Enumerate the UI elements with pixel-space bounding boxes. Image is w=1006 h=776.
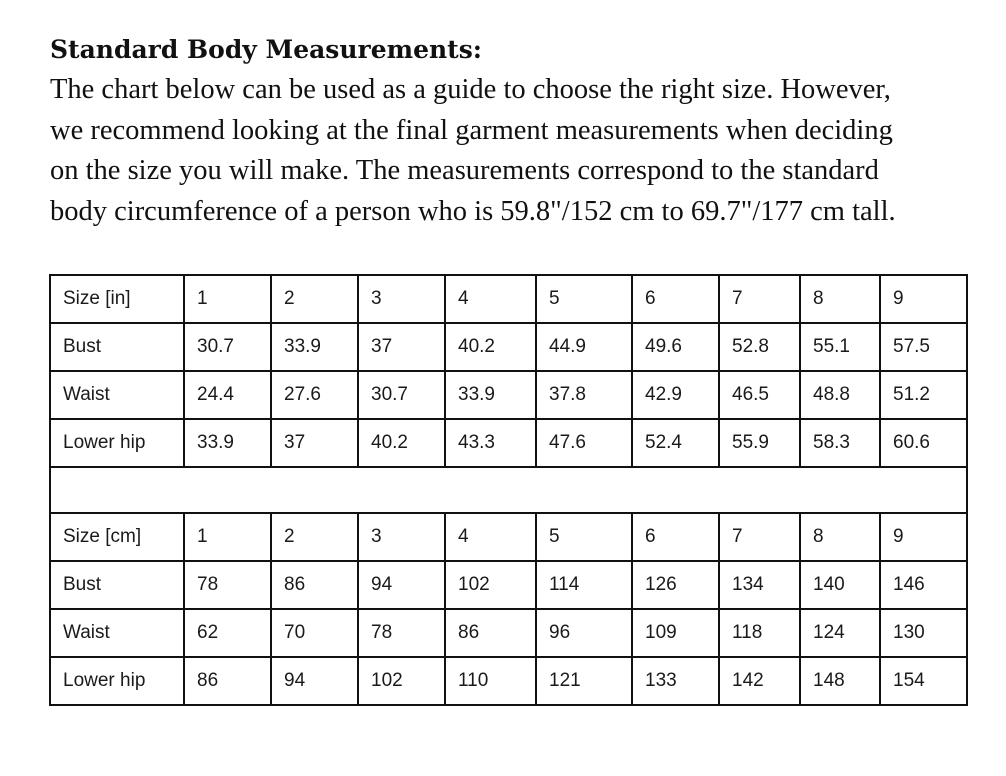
value-cell: 52.8 [719,323,800,371]
value-cell: 109 [632,609,719,657]
spacer-row [50,467,967,513]
value-cell: 133 [632,657,719,705]
value-cell: 30.7 [184,323,271,371]
value-cell: 121 [536,657,632,705]
value-cell: 30.7 [358,371,445,419]
intro-line: body circumference of a person who is 59.8"/152 cm to 69.7"/177 cm tall. [50,195,896,227]
inches-table-section [50,275,967,467]
value-cell: 78 [358,609,445,657]
intro-paragraph [50,70,970,232]
value-cell: 46.5 [719,371,800,419]
value-cell: 27.6 [271,371,358,419]
value-cell: 142 [719,657,800,705]
value-cell: 118 [719,609,800,657]
value-cell: 96 [536,609,632,657]
value-cell: 78 [184,561,271,609]
measurement-row [50,657,967,705]
value-cell: 102 [358,657,445,705]
value-cell: 33.9 [184,419,271,467]
value-cell: 51.2 [880,371,967,419]
value-cell: 37 [271,419,358,467]
measurement-row [50,561,967,609]
spacer-cell [50,467,967,513]
value-cell: 48.8 [800,371,880,419]
size-cell: 6 [632,513,719,561]
value-cell: 42.9 [632,371,719,419]
size-cell: 4 [445,275,536,323]
size-cell: 9 [880,513,967,561]
value-cell: 33.9 [271,323,358,371]
size-cell: 5 [536,513,632,561]
value-cell: 44.9 [536,323,632,371]
value-cell: 94 [358,561,445,609]
intro-line: The chart below can be used as a guide to choose the right size. However, [50,74,891,105]
value-cell: 124 [800,609,880,657]
value-cell: 40.2 [445,323,536,371]
cm-table-section [50,513,967,705]
value-cell: 140 [800,561,880,609]
value-cell: 57.5 [880,323,967,371]
value-cell: 60.6 [880,419,967,467]
value-cell: 37 [358,323,445,371]
value-cell: 55.1 [800,323,880,371]
table-spacer-section [50,467,967,513]
value-cell: 86 [184,657,271,705]
value-cell: 110 [445,657,536,705]
value-cell: 49.6 [632,323,719,371]
value-cell: 154 [880,657,967,705]
value-cell: 70 [271,609,358,657]
size-cell: 2 [271,275,358,323]
value-cell: 58.3 [800,419,880,467]
measurement-row [50,419,967,467]
size-header-row [50,275,967,323]
size-header-row [50,513,967,561]
value-cell: 37.8 [536,371,632,419]
size-cell: 3 [358,275,445,323]
size-cell: 1 [184,275,271,323]
page-title: Standard Body Measurements: [50,35,483,64]
value-cell: 43.3 [445,419,536,467]
value-cell: 33.9 [445,371,536,419]
value-cell: 52.4 [632,419,719,467]
size-cell: 7 [719,513,800,561]
value-cell: 86 [445,609,536,657]
measurement-row [50,323,967,371]
row-label-cell: Lower hip [50,419,184,467]
value-cell: 40.2 [358,419,445,467]
value-cell: 134 [719,561,800,609]
size-cell: 8 [800,513,880,561]
size-cell: 7 [719,275,800,323]
intro-line: we recommend looking at the final garment measurements when deciding [50,114,893,146]
value-cell: 130 [880,609,967,657]
size-chart-table [49,274,968,706]
size-cell: 2 [271,513,358,561]
value-cell: 146 [880,561,967,609]
value-cell: 86 [271,561,358,609]
value-cell: 126 [632,561,719,609]
value-cell: 114 [536,561,632,609]
value-cell: 55.9 [719,419,800,467]
value-cell: 94 [271,657,358,705]
size-cell: 9 [880,275,967,323]
size-cell: 4 [445,513,536,561]
value-cell: 62 [184,609,271,657]
row-label-cell: Bust [50,323,184,371]
row-label-cell: Size [cm] [50,513,184,561]
document [50,30,970,232]
measurement-row [50,371,967,419]
row-label-cell: Waist [50,371,184,419]
size-cell: 3 [358,513,445,561]
size-cell: 5 [536,275,632,323]
row-label-cell: Waist [50,609,184,657]
size-cell: 6 [632,275,719,323]
value-cell: 24.4 [184,371,271,419]
size-cell: 8 [800,275,880,323]
measurement-row [50,609,967,657]
row-label-cell: Bust [50,561,184,609]
value-cell: 148 [800,657,880,705]
value-cell: 102 [445,561,536,609]
row-label-cell: Lower hip [50,657,184,705]
value-cell: 47.6 [536,419,632,467]
intro-line: on the size you will make. The measurements correspond to the standard [50,155,879,186]
row-label-cell: Size [in] [50,275,184,323]
size-cell: 1 [184,513,271,561]
